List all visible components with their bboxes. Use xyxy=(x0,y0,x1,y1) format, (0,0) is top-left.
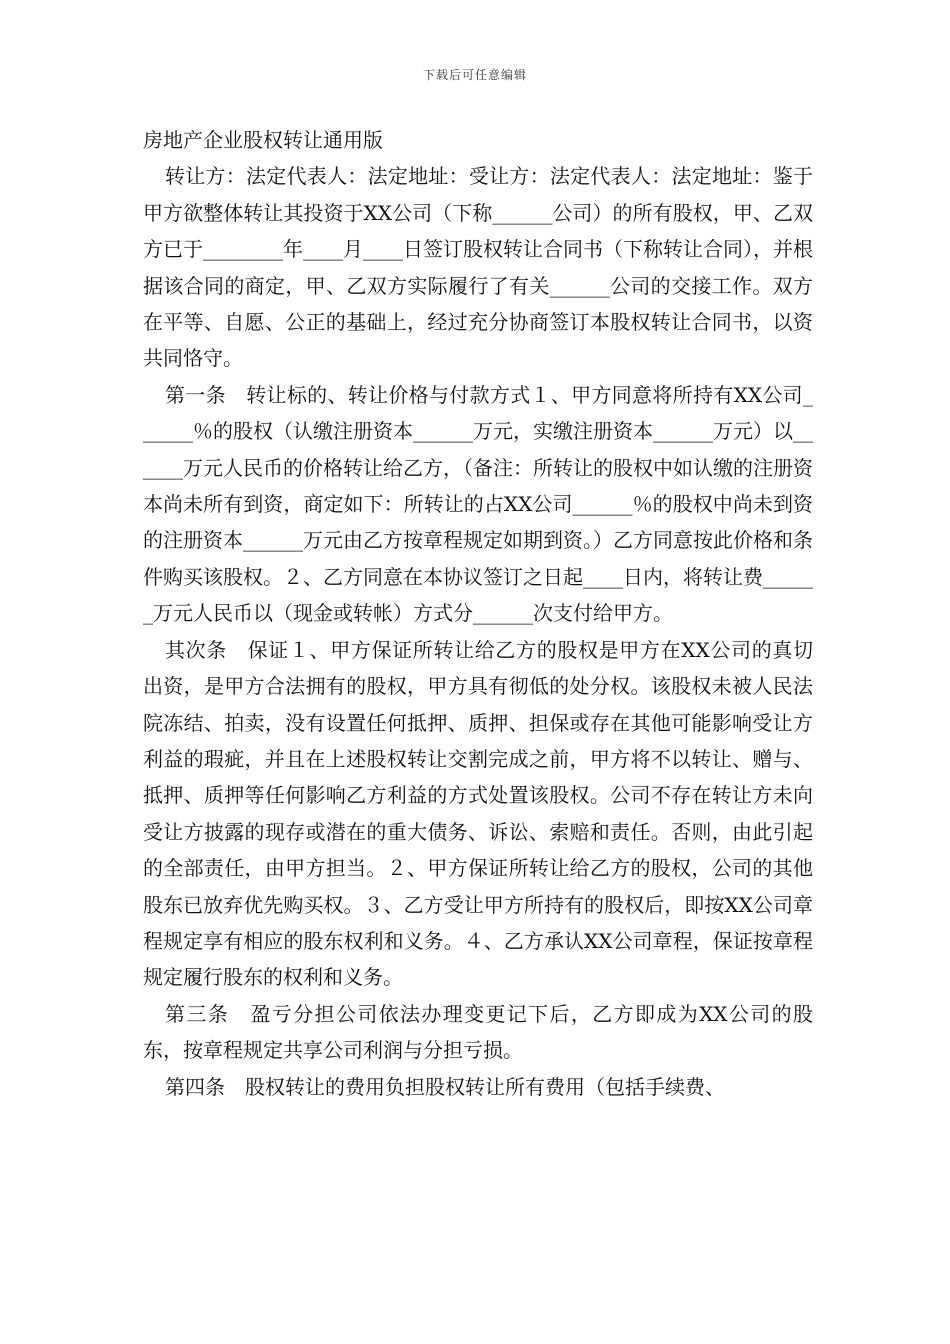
document-title: 房地产企业股权转让通用版 xyxy=(143,128,383,152)
page-header-note: 下载后可任意编辑 xyxy=(422,68,527,82)
paragraph-article-3: 第三条 盈亏分担公司依法办理变更记下后，乙方即成为XX公司的股东，按章程规定共享公司利润与分担亏损。 xyxy=(143,1001,813,1063)
paragraph-article-4: 第四条 股权转让的费用负担股权转让所有费用（包括手续费、 xyxy=(165,1074,725,1099)
paragraph-article-2: 其次条 保证１、甲方保证所转让给乙方的股权是甲方在XX公司的真切出资，是甲方合法拥有的股权，甲方具有彻低的处分权。该股权未被人民法院冻结、拍卖，没有设置任何抵押、质押、担保或存在其他可能影响受让方利益的瑕疵，并且在上述股权转让交割完成之前，甲方将不以转让、赠与、抵押、质押等任何影响乙方利益的方式处置该股权。公司不存在转让方未向受让方披露的现存或潜在的重大债务、诉讼、索赔和责任。否则，由此引起的全部责任，由甲方担当。２、甲方保证所转让给乙方的股权，公司的其他股东已放弃优先购买权。３、乙方受让甲方所持有的股权后，即按XX公司章程规定享有相应的股东权利和义务。４、乙方承认XX公司章程，保证按章程规定履行股东的权利和义务。 xyxy=(143,637,813,990)
document-body xyxy=(143,122,813,1105)
paragraph-preamble: 转让方：法定代表人：法定地址：受让方：法定代表人：法定地址：鉴于甲方欲整体转让其投资于XX公司（下称______公司）的所有股权，甲、乙双方已于________年____月____日签订股权转让合同书（下称转让合同），并根据该合同的商定，甲、乙双方实际履行了有关______公司的交接工作。双方在平等、自愿、公正的基础上，经过充分协商签订本股权转让合同书，以资共同恪守。 xyxy=(143,164,813,371)
paragraph-article-1: 第一条 转让标的、转让价格与付款方式１、甲方同意将所持有XX公司______％的股权（认缴注册资本______万元，实缴注册资本______万元）以______万元人民币的价格转让给乙方，（备注：所转让的股权中如认缴的注册资本尚未所有到资，商定如下：所转让的占XX公司______％的股权中尚未到资的注册资本______万元由乙方按章程规定如期到资。）乙方同意按此价格和条件购买该股权。２、乙方同意在本协议签订之日起____日内，将转让费______万元人民币以（现金或转帐）方式分______次支付给甲方。 xyxy=(143,382,813,626)
